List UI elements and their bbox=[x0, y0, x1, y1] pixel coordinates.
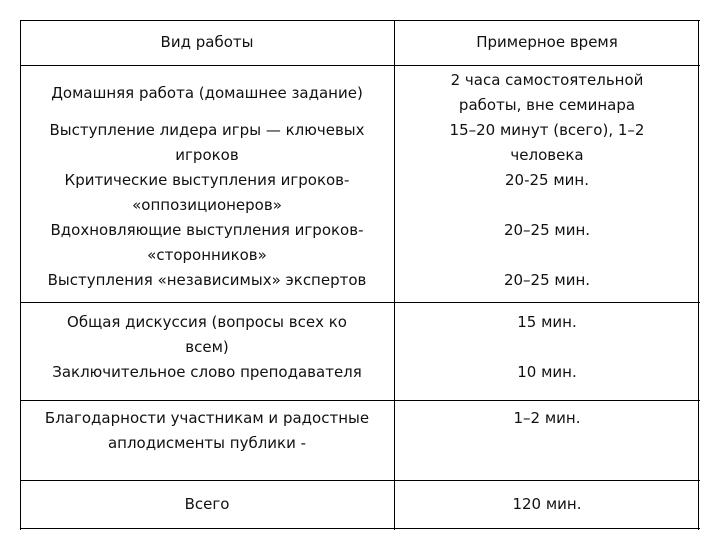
row-final-word-time bbox=[394, 360, 700, 385]
row-critical-work bbox=[20, 168, 394, 218]
row-thanks-work bbox=[20, 406, 394, 456]
cell-text: Заключительное слово преподавателя bbox=[52, 363, 362, 381]
cell-text: Выступления «независимых» экспертов bbox=[47, 271, 367, 289]
cell-text: Выступление лидера игры — ключевых bbox=[49, 121, 365, 139]
row-divider bbox=[20, 400, 700, 401]
cell-text: Критические выступления игроков- bbox=[64, 171, 350, 189]
cell-text: 2 часа самостоятельной bbox=[450, 71, 644, 89]
header-divider bbox=[20, 65, 700, 66]
cell-text: 15–20 минут (всего), 1–2 bbox=[449, 121, 645, 139]
cell-text: Общая дискуссия (вопросы всех ко bbox=[67, 313, 347, 331]
row-divider bbox=[20, 302, 700, 303]
row-discussion-time bbox=[394, 310, 700, 335]
cell-text: работы, вне семинара bbox=[458, 96, 636, 114]
time-table bbox=[20, 20, 700, 530]
row-discussion-work bbox=[20, 310, 394, 360]
row-homework-time bbox=[394, 68, 700, 118]
header-work-type-label: Вид работы bbox=[160, 33, 254, 51]
row-inspiring-time bbox=[394, 218, 700, 243]
cell-text: 20–25 мин. bbox=[503, 271, 591, 289]
cell-text: 15 мин. bbox=[517, 313, 577, 331]
row-critical-time bbox=[394, 168, 700, 193]
cell-text: всем) bbox=[185, 338, 229, 356]
cell-text: 20–25 мин. bbox=[503, 221, 591, 239]
row-final-word-work bbox=[20, 360, 394, 385]
cell-text: «оппозиционеров» bbox=[132, 196, 282, 214]
row-experts-time bbox=[394, 268, 700, 293]
row-total-work bbox=[20, 482, 394, 526]
cell-text: 20-25 мин. bbox=[505, 171, 589, 189]
cell-text: игроков bbox=[175, 146, 239, 164]
row-leader-time bbox=[394, 118, 700, 168]
row-homework-work bbox=[20, 68, 394, 118]
cell-text: человека bbox=[510, 146, 584, 164]
header-approx-time bbox=[394, 20, 700, 65]
cell-text: Благодарности участникам и радостные bbox=[44, 409, 370, 427]
cell-text: 120 мин. bbox=[512, 494, 582, 513]
header-approx-time-label: Примерное время bbox=[476, 33, 618, 51]
cell-text: Домашняя работа (домашнее задание) bbox=[51, 83, 363, 102]
row-leader-work bbox=[20, 118, 394, 168]
cell-text: 10 мин. bbox=[517, 363, 577, 381]
cell-text: Всего bbox=[184, 494, 230, 513]
table-border-bottom bbox=[20, 528, 700, 529]
cell-text: Вдохновляющие выступления игроков- bbox=[50, 221, 364, 239]
header-work-type bbox=[20, 20, 394, 65]
cell-text: аплодисменты публики - bbox=[107, 434, 307, 452]
cell-text: «сторонников» bbox=[147, 246, 267, 264]
row-thanks-time bbox=[394, 406, 700, 431]
row-divider bbox=[20, 480, 700, 481]
row-experts-work bbox=[20, 268, 394, 293]
row-total-time bbox=[394, 482, 700, 526]
cell-text: 1–2 мин. bbox=[513, 409, 581, 427]
row-inspiring-work bbox=[20, 218, 394, 268]
